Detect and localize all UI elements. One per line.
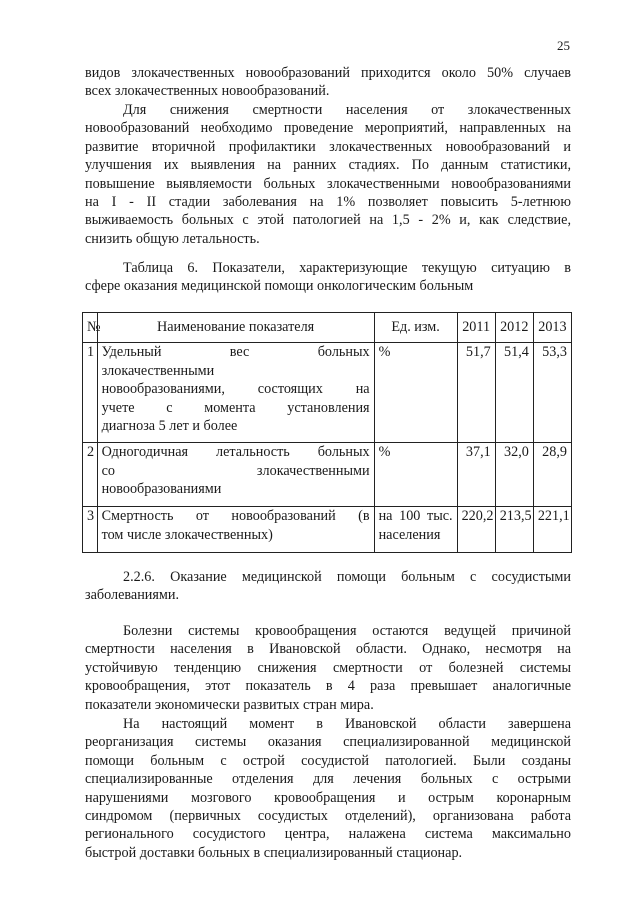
text-line: всех злокачественных новообразований.: [85, 83, 330, 100]
row-value-2011: 220,2: [457, 507, 495, 553]
header-unit: Ед. изм.: [374, 313, 457, 343]
header-indicator-name: Наименование показателя: [97, 313, 374, 343]
header-year-2013: 2013: [533, 313, 571, 343]
row-number: 1: [83, 343, 98, 443]
text-line: устойчивую тенденцию снижения смертности от болезней системы: [85, 659, 571, 676]
text-line: На настоящий момент в Ивановской области завершена: [123, 716, 571, 732]
table-row: [83, 343, 572, 443]
row-value-2012: 51,4: [495, 343, 533, 443]
table-row: [83, 443, 572, 507]
intro-text: [85, 64, 571, 101]
header-number: №: [83, 313, 98, 343]
text-line: видов злокачественных новообразований приходится около 50% случаев: [85, 65, 571, 81]
text-line: Таблица 6. Показатели, характеризующие текущую ситуацию в: [123, 260, 571, 276]
text-line: регионального сосудистого центра, налажена система максимально: [85, 826, 571, 843]
text-line: Для снижения смертности населения от злокачественных: [123, 102, 571, 118]
row-number: 2: [83, 443, 98, 507]
row-number: 3: [83, 507, 98, 553]
header-year-2011: 2011: [457, 313, 495, 343]
row-value-2013: 28,9: [533, 443, 571, 507]
row-value-2012: 32,0: [495, 443, 533, 507]
text-line: заболеваниями.: [85, 587, 180, 604]
row-name: Удельный вес больных злокачественными новообразованиями, состоящих на учете с момента установления диагноза 5 лет и более: [97, 343, 374, 443]
paragraph-prevention: [85, 101, 571, 248]
row-unit: на 100 тыс. населения: [374, 507, 457, 553]
text-line: улучшения их выявления на ранних стадиях. По данным статистики,: [85, 157, 571, 174]
text-line: на I - II стадии заболевания на 1% позволяет повысить 5-летнюю: [85, 193, 571, 210]
row-value-2013: 221,1: [533, 507, 571, 553]
text-line: помощи больным с острой сосудистой патологией. Были созданы: [85, 752, 571, 769]
header-year-2012: 2012: [495, 313, 533, 343]
text-line: развитие вторичной профилактики злокачественных новообразований и: [85, 138, 571, 155]
text-line: 2.2.6. Оказание медицинской помощи больным с сосудистыми: [123, 569, 571, 585]
text-line: смертности населения в Ивановской области. Однако, несмотря на: [85, 641, 571, 658]
row-name: Смертность от новообразований (в том числе злокачественных): [97, 507, 374, 553]
text-line: синдромом (первичных сосудистых отделений), организована работа: [85, 807, 571, 824]
text-line: снизить общую летальность.: [85, 230, 260, 247]
indicators-table: [82, 312, 572, 553]
section-heading: [85, 568, 571, 605]
text-line: кровообращения, этот показатель в 4 раза превышает аналогичные: [85, 678, 571, 695]
text-line: сфере оказания медицинской помощи онкологическим больным: [85, 278, 474, 295]
text-line: реорганизация системы оказания специализированной медицинской: [85, 734, 571, 751]
row-name: Одногодичная летальность больных со злокачественными новообразованиями: [97, 443, 374, 507]
text-line: Болезни системы кровообращения остаются ведущей причиной: [123, 623, 571, 639]
row-value-2011: 37,1: [457, 443, 495, 507]
row-unit: %: [374, 343, 457, 443]
text-line: быстрой доставки больных в специализированный стационар.: [85, 844, 463, 861]
row-value-2013: 53,3: [533, 343, 571, 443]
paragraph-circulatory-diseases: [85, 622, 571, 714]
table-caption: [85, 259, 571, 296]
text-line: показатели экономически развитых стран мира.: [85, 696, 374, 713]
table-row: [83, 507, 572, 553]
table-header-row: [83, 313, 572, 343]
row-value-2012: 213,5: [495, 507, 533, 553]
text-line: новообразований необходимо проведение мероприятий, направленных на: [85, 120, 571, 137]
row-value-2011: 51,7: [457, 343, 495, 443]
paragraph-reorganization: [85, 715, 571, 862]
text-line: нарушениями мозгового кровообращения и острым коронарным: [85, 789, 571, 806]
text-line: выживаемость больных с этой патологией на 1,5 - 2% и, как следствие,: [85, 212, 571, 229]
text-line: повышение выявляемости больных злокачественными новообразованиями: [85, 175, 571, 192]
page-number: 25: [557, 38, 570, 53]
row-unit: %: [374, 443, 457, 507]
text-line: специализированные отделения для лечения больных с острыми: [85, 771, 571, 788]
